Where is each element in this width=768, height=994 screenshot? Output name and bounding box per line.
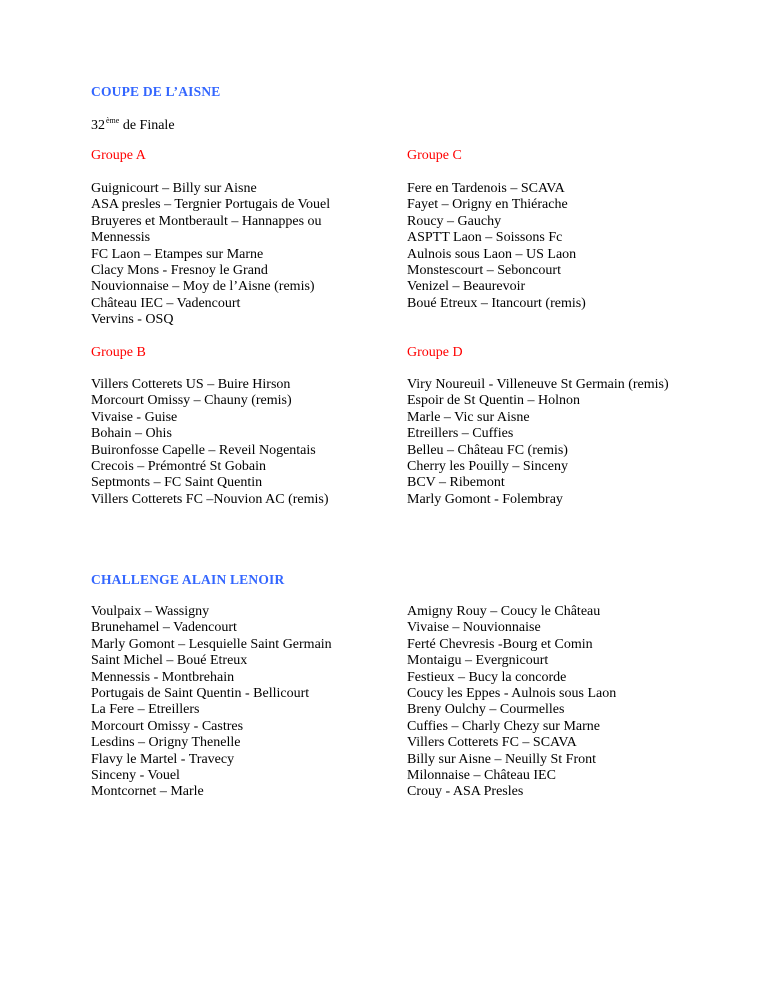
- match-item: Montcornet – Marle: [91, 784, 204, 800]
- match-item: Septmonts – FC Saint Quentin: [91, 475, 263, 491]
- match-item: Espoir de St Quentin – Holnon: [407, 393, 581, 409]
- match-item: Saint Michel – Boué Etreux: [91, 653, 248, 669]
- match-item: Villers Cotterets FC – SCAVA: [407, 735, 577, 751]
- match-item: Cherry les Pouilly – Sinceny: [407, 459, 568, 475]
- match-item: La Fere – Etreillers: [91, 702, 200, 718]
- match-item: Guignicourt – Billy sur Aisne: [91, 181, 257, 196]
- group-b-matches: [91, 377, 381, 508]
- match-item: Château IEC – Vadencourt: [91, 295, 241, 311]
- match-item: Villers Cotterets US – Buire Hirson: [91, 377, 291, 392]
- match-item: Coucy les Eppes - Aulnois sous Laon: [407, 686, 617, 702]
- round-number: 32: [91, 118, 105, 133]
- group-a-matches: [91, 181, 381, 329]
- match-item: Billy sur Aisne – Neuilly St Front: [407, 751, 597, 767]
- match-item: Marly Gomont - Folembray: [407, 491, 563, 507]
- match-item: FC Laon – Etampes sur Marne: [91, 246, 264, 262]
- group-d-title: Groupe D: [407, 345, 463, 360]
- match-item: Montaigu – Evergnicourt: [407, 653, 549, 669]
- match-item: Flavy le Martel - Travecy: [91, 751, 235, 767]
- match-item: Bruyeres et Montberault – Hannappes ou Mennessis: [91, 213, 322, 246]
- match-item: Mennessis - Montbrehain: [91, 669, 235, 685]
- match-item: Nouvionnaise – Moy de l’Aisne (remis): [91, 279, 315, 295]
- match-item: Vivaise – Nouvionnaise: [407, 620, 541, 636]
- match-item: BCV – Ribemont: [407, 475, 505, 491]
- group-c-title: Groupe C: [407, 148, 462, 163]
- match-item: Sinceny - Vouel: [91, 768, 180, 784]
- match-item: Amigny Rouy – Coucy le Château: [407, 604, 601, 619]
- group-c-matches: [407, 181, 697, 312]
- coupe-title: COUPE DE L’AISNE: [91, 84, 221, 99]
- match-item: Vivaise - Guise: [91, 409, 178, 425]
- match-item: Belleu – Château FC (remis): [407, 442, 568, 458]
- group-d-matches: [407, 377, 697, 508]
- match-item: Bohain – Ohis: [91, 426, 172, 442]
- match-item: Villers Cotterets FC –Nouvion AC (remis): [91, 491, 329, 507]
- match-item: Marle – Vic sur Aisne: [407, 409, 530, 425]
- match-item: Roucy – Gauchy: [407, 213, 502, 229]
- match-item: Portugais de Saint Quentin - Bellicourt: [91, 686, 310, 702]
- match-item: Boué Etreux – Itancourt (remis): [407, 295, 586, 311]
- match-item: Cuffies – Charly Chezy sur Marne: [407, 718, 600, 734]
- match-item: Clacy Mons - Fresnoy le Grand: [91, 263, 268, 279]
- match-item: Milonnaise – Château IEC: [407, 768, 556, 784]
- match-item: Ferté Chevresis -Bourg et Comin: [407, 636, 593, 652]
- group-b-title: Groupe B: [91, 345, 146, 360]
- match-item: Monstescourt – Seboncourt: [407, 263, 561, 279]
- group-a-title: Groupe A: [91, 148, 146, 163]
- match-item: Festieux – Bucy la concorde: [407, 669, 567, 685]
- match-item: Viry Noureuil - Villeneuve St Germain (remis): [407, 377, 669, 392]
- match-item: Vervins - OSQ: [91, 312, 174, 328]
- round-rest: de Finale: [119, 118, 175, 133]
- match-item: Voulpaix – Wassigny: [91, 604, 210, 619]
- match-item: ASPTT Laon – Soissons Fc: [407, 230, 563, 246]
- round-superscript: ème: [106, 116, 120, 125]
- match-item: Fere en Tardenois – SCAVA: [407, 181, 565, 196]
- match-item: Fayet – Origny en Thiérache: [407, 197, 568, 213]
- match-item: ASA presles – Tergnier Portugais de Vouel: [91, 197, 331, 213]
- round-label: [91, 116, 175, 134]
- match-item: Morcourt Omissy - Castres: [91, 718, 244, 734]
- match-item: Etreillers – Cuffies: [407, 426, 514, 442]
- match-item: Breny Oulchy – Courmelles: [407, 702, 565, 718]
- match-item: Crecois – Prémontré St Gobain: [91, 459, 266, 475]
- challenge-right-matches: [407, 604, 697, 801]
- match-item: Marly Gomont – Lesquielle Saint Germain: [91, 636, 332, 652]
- challenge-title: CHALLENGE ALAIN LENOIR: [91, 572, 285, 587]
- challenge-left-matches: [91, 604, 381, 801]
- match-item: Venizel – Beaurevoir: [407, 279, 526, 295]
- match-item: Buironfosse Capelle – Reveil Nogentais: [91, 442, 316, 458]
- match-item: Brunehamel – Vadencourt: [91, 620, 237, 636]
- match-item: Lesdins – Origny Thenelle: [91, 735, 241, 751]
- match-item: Morcourt Omissy – Chauny (remis): [91, 393, 292, 409]
- match-item: Crouy - ASA Presles: [407, 784, 524, 800]
- match-item: Aulnois sous Laon – US Laon: [407, 246, 577, 262]
